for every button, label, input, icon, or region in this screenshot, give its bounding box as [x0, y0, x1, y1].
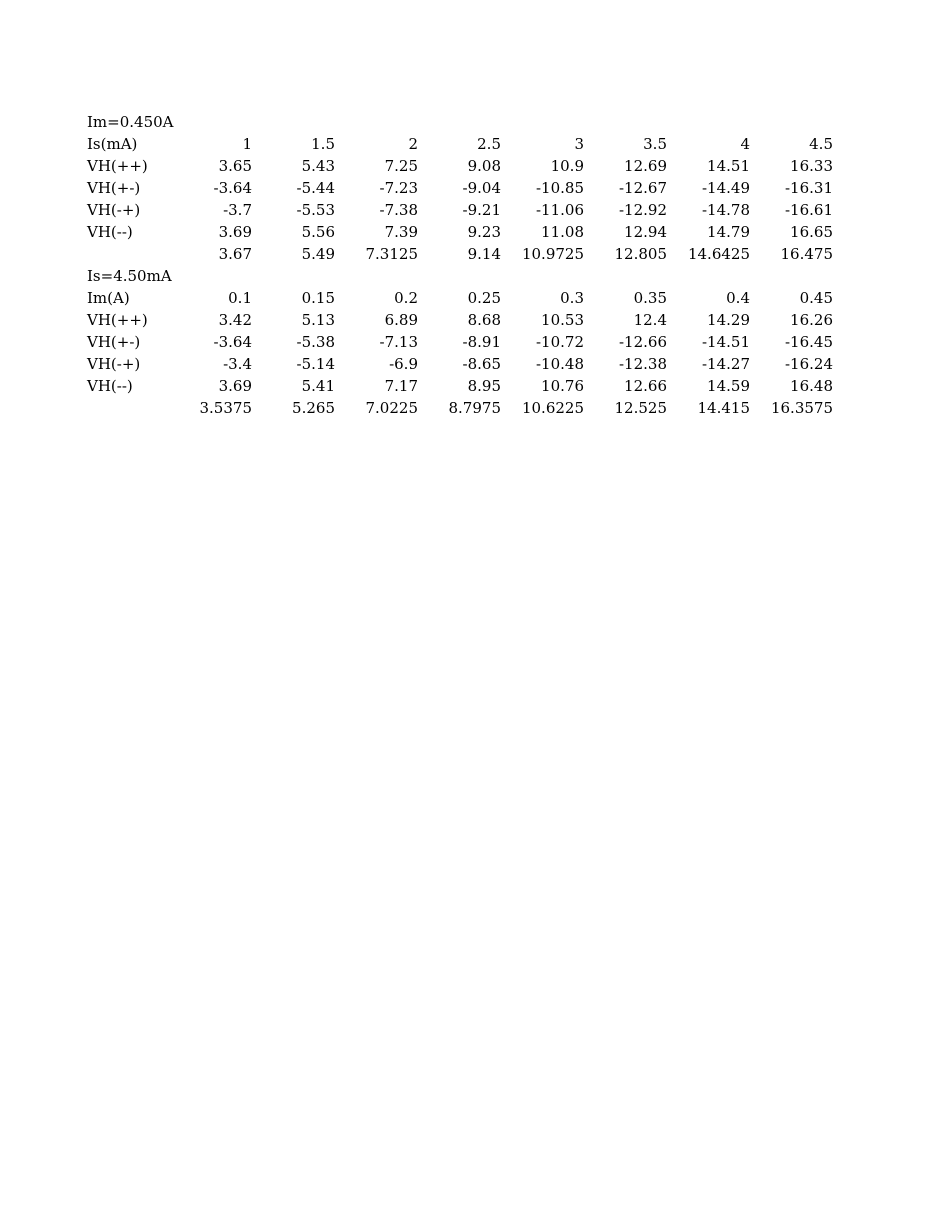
table-row — [87, 155, 837, 177]
table-cell: 0.3 — [560, 289, 584, 307]
table-cell: -14.51 — [701, 333, 750, 351]
table-row — [87, 133, 837, 155]
table-cell: 16.33 — [790, 157, 833, 175]
table-cell: 16.48 — [790, 377, 833, 395]
table-cell: -16.61 — [784, 201, 833, 219]
table-cell: 14.51 — [707, 157, 750, 175]
table-cell: 3.5375 — [199, 399, 252, 417]
table-cell: -6.9 — [389, 355, 418, 373]
table-cell: 7.17 — [384, 377, 418, 395]
table-cell: 7.39 — [384, 223, 418, 241]
table-row — [87, 221, 837, 243]
table-cell: 0.15 — [301, 289, 335, 307]
table-cell: 0.25 — [467, 289, 501, 307]
table-cell: 8.95 — [467, 377, 501, 395]
section2-rows — [87, 287, 837, 419]
table-cell: 14.415 — [697, 399, 750, 417]
table-cell: 0.4 — [726, 289, 750, 307]
table-cell: -16.45 — [784, 333, 833, 351]
table-cell: 5.13 — [301, 311, 335, 329]
table-cell: 12.525 — [614, 399, 667, 417]
table-cell: 3.42 — [218, 311, 252, 329]
table-cell: 16.475 — [780, 245, 833, 263]
table-cell: -14.49 — [701, 179, 750, 197]
table-cell: 0.2 — [394, 289, 418, 307]
table-cell: 14.79 — [707, 223, 750, 241]
table-cell: 2.5 — [477, 135, 501, 153]
table-cell: 3 — [574, 135, 584, 153]
table-cell: 3.69 — [218, 377, 252, 395]
table-row — [87, 353, 837, 375]
table-cell: 4 — [740, 135, 750, 153]
table-row — [87, 309, 837, 331]
table-cell: -5.44 — [296, 179, 335, 197]
table-cell: -12.67 — [618, 179, 667, 197]
table-cell: 12.94 — [624, 223, 667, 241]
table-cell: 0.1 — [228, 289, 252, 307]
table-row — [87, 287, 837, 309]
table-cell: 5.49 — [301, 245, 335, 263]
table-cell: 1.5 — [311, 135, 335, 153]
row-label: Im(A) — [87, 289, 130, 307]
row-label: Is(mA) — [87, 135, 138, 153]
table-cell: -7.23 — [379, 179, 418, 197]
table-cell: 5.265 — [292, 399, 335, 417]
table-cell: 10.76 — [541, 377, 584, 395]
table-cell: -12.66 — [618, 333, 667, 351]
table-cell: 9.08 — [467, 157, 501, 175]
table-cell: -7.38 — [379, 201, 418, 219]
table-cell: -10.72 — [535, 333, 584, 351]
table-cell: 5.56 — [301, 223, 335, 241]
table-cell: -3.4 — [223, 355, 252, 373]
section2-title-row — [87, 265, 837, 287]
row-label — [87, 397, 169, 419]
section2-title: Is=4.50mA — [87, 267, 172, 285]
table-cell: -12.38 — [618, 355, 667, 373]
table-cell: 9.23 — [467, 223, 501, 241]
row-label — [87, 243, 169, 265]
table-cell: 5.43 — [301, 157, 335, 175]
table-cell: 3.65 — [218, 157, 252, 175]
table-cell: 9.14 — [467, 245, 501, 263]
table-cell: 16.26 — [790, 311, 833, 329]
table-cell: -3.64 — [213, 333, 252, 351]
row-label: VH(-+) — [87, 355, 141, 373]
table-cell: -3.7 — [223, 201, 252, 219]
section1-title-row — [87, 111, 837, 133]
table-cell: -5.53 — [296, 201, 335, 219]
table-cell: 16.65 — [790, 223, 833, 241]
table-cell: 11.08 — [541, 223, 584, 241]
table-cell: 12.805 — [614, 245, 667, 263]
table-cell: -16.31 — [784, 179, 833, 197]
table-row — [87, 397, 837, 419]
table-cell: -10.85 — [535, 179, 584, 197]
table-cell: 0.35 — [633, 289, 667, 307]
table-cell: 4.5 — [809, 135, 833, 153]
table-cell: -8.65 — [462, 355, 501, 373]
row-label: VH(+-) — [87, 333, 141, 351]
table-cell: -11.06 — [535, 201, 584, 219]
table-cell: -14.27 — [701, 355, 750, 373]
table-cell: 2 — [408, 135, 418, 153]
row-label: VH(++) — [87, 311, 148, 329]
table-cell: 6.89 — [384, 311, 418, 329]
table-row — [87, 177, 837, 199]
table-cell: -14.78 — [701, 201, 750, 219]
table-cell: 12.69 — [624, 157, 667, 175]
table-cell: 7.0225 — [365, 399, 418, 417]
table-cell: 7.3125 — [365, 245, 418, 263]
table-cell: 12.66 — [624, 377, 667, 395]
table-cell: 16.3575 — [770, 399, 833, 417]
table-cell: -10.48 — [535, 355, 584, 373]
table-row — [87, 331, 837, 353]
table-cell: -16.24 — [784, 355, 833, 373]
table-cell: 3.5 — [643, 135, 667, 153]
table-cell: 14.6425 — [687, 245, 750, 263]
row-label: VH(--) — [87, 377, 133, 395]
table-cell: -8.91 — [462, 333, 501, 351]
table-row — [87, 243, 837, 265]
table-cell: 0.45 — [799, 289, 833, 307]
table-cell: 12.4 — [633, 311, 667, 329]
table-cell: 8.68 — [467, 311, 501, 329]
table-cell: 10.9 — [550, 157, 584, 175]
table-cell: -5.38 — [296, 333, 335, 351]
table-cell: 5.41 — [301, 377, 335, 395]
row-label: VH(-+) — [87, 201, 141, 219]
table-cell: -3.64 — [213, 179, 252, 197]
table-cell: 7.25 — [384, 157, 418, 175]
table-cell: 8.7975 — [448, 399, 501, 417]
table-cell: 10.53 — [541, 311, 584, 329]
table-row — [87, 199, 837, 221]
section1-rows — [87, 133, 837, 265]
row-label: VH(+-) — [87, 179, 141, 197]
row-label: VH(++) — [87, 157, 148, 175]
table-cell: 1 — [242, 135, 252, 153]
table-cell: 3.67 — [218, 245, 252, 263]
row-label: VH(--) — [87, 223, 133, 241]
table-cell: -5.14 — [296, 355, 335, 373]
table-cell: -9.04 — [462, 179, 501, 197]
section1-title: Im=0.450A — [87, 113, 174, 131]
table-cell: 3.69 — [218, 223, 252, 241]
table-cell: 10.6225 — [521, 399, 584, 417]
table-cell: -9.21 — [462, 201, 501, 219]
table-cell: 14.29 — [707, 311, 750, 329]
spreadsheet-table — [87, 111, 837, 419]
table-row — [87, 375, 837, 397]
table-cell: -7.13 — [379, 333, 418, 351]
table-cell: 10.9725 — [521, 245, 584, 263]
table-cell: 14.59 — [707, 377, 750, 395]
table-cell: -12.92 — [618, 201, 667, 219]
